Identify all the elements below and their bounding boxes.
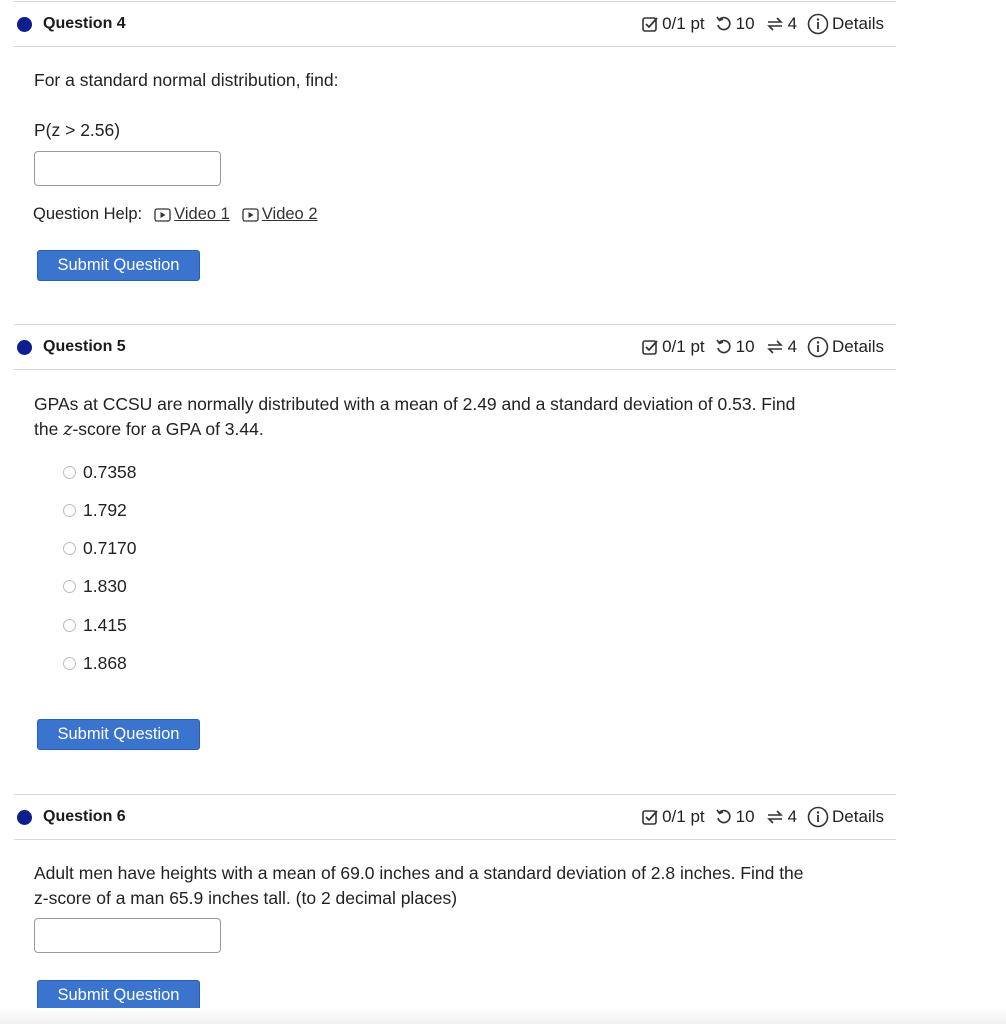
question-status-dot bbox=[17, 340, 32, 355]
question-title: Question 4 bbox=[43, 15, 126, 32]
answer-option[interactable]: 1.868 bbox=[63, 653, 127, 674]
retries-count: 10 bbox=[735, 14, 755, 33]
details-link[interactable] bbox=[807, 806, 884, 828]
score-text: 0/1 pt bbox=[662, 337, 705, 356]
question-meta bbox=[641, 2, 884, 46]
checkbox-icon bbox=[641, 15, 659, 33]
retry-icon bbox=[715, 15, 733, 33]
radio-button[interactable] bbox=[63, 580, 76, 593]
question-status-dot bbox=[17, 810, 32, 825]
radio-button[interactable] bbox=[63, 542, 76, 555]
question-meta bbox=[641, 795, 884, 839]
details-link[interactable] bbox=[807, 13, 884, 35]
question-6-answer-input[interactable] bbox=[34, 918, 221, 953]
answer-option[interactable]: 1.792 bbox=[63, 500, 127, 521]
question-meta bbox=[641, 325, 884, 369]
radio-button[interactable] bbox=[63, 466, 76, 479]
answer-option[interactable]: 0.7170 bbox=[63, 538, 137, 559]
prompt-line: Adult men have heights with a mean of 69.0 inches and a standard deviation of 2.8 inches. Find the bbox=[34, 863, 804, 883]
video-2-link[interactable]: Video 2 bbox=[242, 205, 318, 224]
retry-icon bbox=[715, 338, 733, 356]
question-6-header bbox=[14, 794, 896, 840]
radio-button[interactable] bbox=[63, 657, 76, 670]
question-4-submit-button[interactable]: Submit Question bbox=[37, 250, 200, 281]
details-link[interactable] bbox=[807, 336, 884, 358]
question-5-header bbox=[14, 324, 896, 370]
prompt-line: GPAs at CCSU are normally distributed with a mean of 2.49 and a standard deviation of 0.53. Find bbox=[34, 394, 796, 414]
attempts-icon bbox=[765, 15, 785, 33]
answer-option[interactable]: 0.7358 bbox=[63, 462, 137, 483]
question-status-dot bbox=[17, 17, 32, 32]
question-title: Question 5 bbox=[43, 338, 126, 355]
question-5-prompt bbox=[34, 392, 795, 443]
question-4-answer-input[interactable] bbox=[34, 151, 221, 186]
info-icon bbox=[807, 336, 829, 358]
attempts-icon bbox=[765, 808, 785, 826]
bottom-fade bbox=[0, 1008, 1006, 1024]
answer-option[interactable]: 1.830 bbox=[63, 576, 127, 597]
radio-button[interactable] bbox=[63, 504, 76, 517]
attempts-icon bbox=[765, 338, 785, 356]
checkbox-icon bbox=[641, 338, 659, 356]
question-6-prompt bbox=[34, 861, 804, 911]
retries-count: 10 bbox=[735, 807, 755, 826]
question-help bbox=[33, 205, 318, 224]
retry-icon bbox=[715, 808, 733, 826]
details-label: Details bbox=[832, 337, 884, 356]
question-4-header bbox=[14, 1, 896, 47]
score-text: 0/1 pt bbox=[662, 807, 705, 826]
answer-option[interactable]: 1.415 bbox=[63, 615, 127, 636]
question-5-submit-button[interactable]: Submit Question bbox=[37, 719, 200, 750]
prompt-line: the z-score for a GPA of 3.44. bbox=[34, 419, 264, 440]
info-icon bbox=[807, 13, 829, 35]
checkbox-icon bbox=[641, 808, 659, 826]
video-1-link[interactable]: Video 1 bbox=[154, 205, 230, 224]
question-title: Question 6 bbox=[43, 808, 126, 825]
info-icon bbox=[807, 806, 829, 828]
question-4-expression: P(z > 2.56) bbox=[34, 120, 121, 140]
score-text: 0/1 pt bbox=[662, 14, 705, 33]
details-label: Details bbox=[832, 14, 884, 33]
attempts-count: 4 bbox=[787, 14, 798, 33]
details-label: Details bbox=[832, 807, 884, 826]
question-help-label: Question Help: bbox=[33, 205, 143, 223]
question-4-prompt: For a standard normal distribution, find: bbox=[34, 70, 339, 90]
retries-count: 10 bbox=[735, 337, 755, 356]
attempts-count: 4 bbox=[787, 337, 798, 356]
video-icon bbox=[154, 208, 171, 222]
radio-button[interactable] bbox=[63, 619, 76, 632]
prompt-line: z-score of a man 65.9 inches tall. (to 2 decimal places) bbox=[34, 888, 458, 908]
attempts-count: 4 bbox=[787, 807, 798, 826]
video-icon bbox=[242, 208, 259, 222]
question-6-submit-button[interactable]: Submit Question bbox=[37, 980, 200, 1011]
